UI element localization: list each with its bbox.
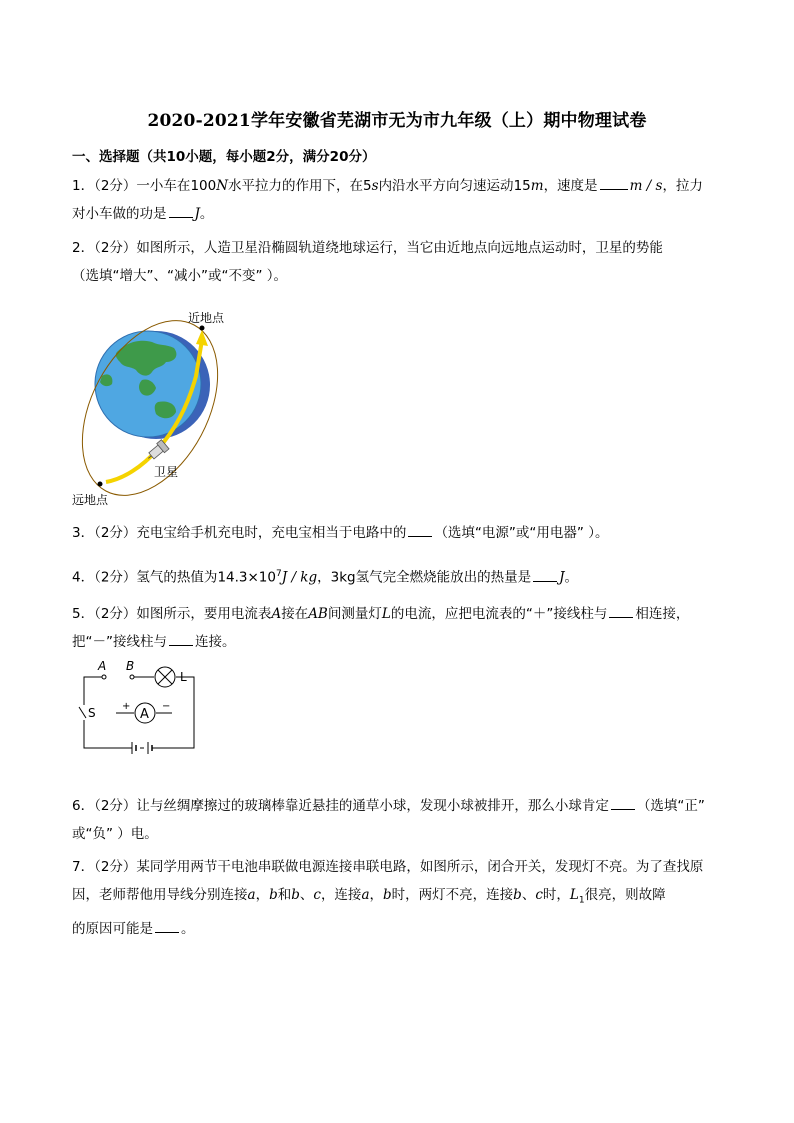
satellite-label: 卫星 bbox=[154, 465, 179, 479]
answer-blank[interactable] bbox=[611, 808, 635, 810]
answer-blank[interactable] bbox=[169, 644, 193, 646]
satellite-orbit-figure bbox=[70, 306, 250, 511]
question-1-line-1: 1．（2分）一小车在100N水平拉力的作用下，在5s内沿水平方向匀速运动15m，速度是 m / s，拉力 bbox=[72, 178, 703, 194]
question-7: 7．（2分）某同学用两节干电池串联做电源连接串联电路，如图所示，闭合开关，发现灯不亮。为了查找原 因，老师帮他用导线分别连接a，b和b、c，连接a，b时，两灯不亮，连接b、c时，$L_1$很亮，则故障 的原因可能是 。 bbox=[72, 859, 704, 937]
answer-blank[interactable] bbox=[609, 616, 633, 618]
answer-blank[interactable] bbox=[169, 216, 193, 218]
arrow-head-icon bbox=[196, 330, 208, 346]
far-point-dot bbox=[98, 482, 103, 487]
terminal-a bbox=[102, 675, 106, 679]
section-heading: 一、选择题（共10小题，每小题2分，满分20分） bbox=[72, 149, 376, 165]
question-6: 6．（2分）让与丝绸摩擦过的玻璃棒靠近悬挂的通草小球，发现小球被排开，那么小球肯定 （选填“正” 或“负” ）电。 bbox=[72, 798, 705, 842]
circuit-figure bbox=[76, 660, 201, 755]
svg-text:+: + bbox=[122, 701, 131, 712]
question-3: 3．（2分）充电宝给手机充电时，充电宝相当于电路中的 （选填“电源”或“用电器” ）。 bbox=[72, 525, 609, 541]
question-2 bbox=[72, 234, 722, 290]
answer-blank[interactable] bbox=[155, 931, 179, 933]
far-point-label: 远地点 bbox=[72, 493, 109, 507]
near-point-dot bbox=[200, 326, 205, 331]
label-b: B bbox=[126, 660, 135, 673]
question-5: 5．（2分）如图所示，要用电流表A接在AB间测量灯L的电流，应把电流表的“＋”接线柱与 相连接， 把“－”接线柱与 连接。 bbox=[72, 606, 690, 650]
answer-blank[interactable] bbox=[533, 580, 557, 582]
label-l: L bbox=[180, 670, 187, 684]
question-1 bbox=[72, 172, 722, 228]
label-a: A bbox=[98, 660, 107, 673]
terminal-b bbox=[130, 675, 134, 679]
page-title: 2020-2021学年安徽省芜湖市无为市九年级（上）期中物理试卷 bbox=[147, 111, 647, 131]
question-2-line-2: （选填“增大”、“减小”或“不变” ）。 bbox=[72, 268, 288, 284]
near-point-label: 近地点 bbox=[188, 311, 225, 325]
label-s: S bbox=[88, 706, 96, 720]
svg-text:−: − bbox=[162, 701, 171, 712]
answer-blank[interactable] bbox=[600, 188, 628, 190]
question-2-line-1: 2．（2分）如图所示，人造卫星沿椭圆轨道绕地球运行，当它由近地点向远地点运动时，卫星的势能 bbox=[72, 240, 663, 256]
question-1-line-2: 对小车做的功是 J。 bbox=[72, 206, 214, 222]
svg-text:A: A bbox=[140, 707, 149, 722]
switch-icon bbox=[79, 707, 86, 718]
question-4: 4．（2分）氢气的热值为$14.3\times 10^7J$ / kg，3kg氢气完全燃烧能放出的热量是 J。 bbox=[72, 569, 579, 586]
answer-blank[interactable] bbox=[408, 535, 432, 537]
